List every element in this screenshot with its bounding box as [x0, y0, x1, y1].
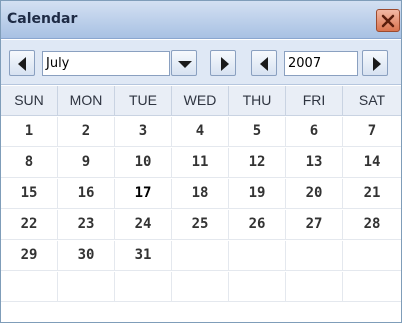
day-cell-19[interactable]: 19	[229, 179, 286, 208]
day-cell-26[interactable]: 26	[229, 210, 286, 239]
day-cell-22[interactable]: 22	[1, 210, 58, 239]
day-cell-24[interactable]: 24	[115, 210, 172, 239]
weekday-label-sun: SUN	[1, 86, 58, 115]
week-row	[1, 117, 401, 147]
triangle-down-icon	[172, 51, 198, 77]
empty-day-cell	[343, 241, 401, 270]
week-row	[1, 148, 401, 178]
day-cell-21[interactable]: 21	[363, 185, 381, 201]
navigation-bar	[1, 40, 401, 85]
day-cell-28[interactable]: 28	[363, 216, 381, 232]
day-cell-2[interactable]: 2	[58, 117, 115, 146]
weekday-label-mon: MON	[58, 86, 115, 115]
day-cell-25[interactable]: 25	[172, 210, 229, 239]
day-cell-27[interactable]: 27	[286, 210, 343, 239]
day-cell-9[interactable]: 9	[58, 148, 115, 177]
empty-day-cell	[172, 241, 229, 270]
day-cell-12[interactable]: 12	[229, 148, 286, 177]
empty-day-cell	[172, 272, 229, 301]
day-cell-10[interactable]: 10	[115, 148, 172, 177]
week-row	[1, 272, 401, 302]
weekday-label-thu: THU	[229, 86, 286, 115]
title-bar[interactable]	[1, 1, 401, 39]
day-cell-3[interactable]: 3	[115, 117, 172, 146]
day-cell-5[interactable]: 5	[229, 117, 286, 146]
year-input[interactable]: 2007	[284, 51, 358, 76]
empty-day-cell	[229, 241, 286, 270]
empty-day-cell	[286, 272, 343, 301]
day-cell-20[interactable]: 20	[286, 179, 343, 208]
close-button[interactable]	[376, 9, 400, 32]
day-cell-11[interactable]: 11	[172, 148, 229, 177]
day-cell-23[interactable]: 23	[58, 210, 115, 239]
day-cell-16[interactable]: 16	[58, 179, 115, 208]
weekday-label-sat: SAT	[358, 92, 386, 108]
empty-day-cell	[115, 272, 172, 301]
day-cell-15[interactable]: 15	[1, 179, 58, 208]
day-cell-8[interactable]: 8	[1, 148, 58, 177]
next-month-button[interactable]	[210, 50, 236, 76]
day-cell-18[interactable]: 18	[172, 179, 229, 208]
empty-day-cell	[1, 272, 58, 301]
calendar-grid	[1, 86, 401, 322]
day-cell-14[interactable]: 14	[363, 154, 381, 170]
month-dropdown-button[interactable]	[171, 50, 197, 76]
weekday-header-row	[1, 86, 401, 116]
month-select[interactable]: July	[42, 51, 170, 76]
prev-month-button[interactable]	[9, 50, 35, 76]
triangle-right-icon	[363, 51, 389, 77]
day-cell-6[interactable]: 6	[286, 117, 343, 146]
day-cell-29[interactable]: 29	[1, 241, 58, 270]
week-row	[1, 210, 401, 240]
day-cell-7[interactable]: 7	[367, 123, 377, 139]
weekday-label-tue: TUE	[115, 86, 172, 115]
day-cell-13[interactable]: 13	[286, 148, 343, 177]
day-cell-4[interactable]: 4	[172, 117, 229, 146]
triangle-left-icon	[10, 51, 36, 77]
week-row	[1, 179, 401, 209]
week-row	[1, 241, 401, 271]
window-title: Calendar	[7, 11, 78, 27]
next-year-button[interactable]	[362, 50, 388, 76]
day-cell-31[interactable]: 31	[115, 241, 172, 270]
close-x-icon	[380, 13, 396, 29]
empty-day-cell	[58, 272, 115, 301]
weekday-label-fri: FRI	[286, 86, 343, 115]
prev-year-button[interactable]	[251, 50, 277, 76]
triangle-left-icon	[252, 51, 278, 77]
triangle-right-icon	[211, 51, 237, 77]
day-cell-30[interactable]: 30	[58, 241, 115, 270]
empty-day-cell	[229, 272, 286, 301]
empty-day-cell	[286, 241, 343, 270]
day-cell-17[interactable]: 17	[115, 179, 172, 208]
weekday-label-wed: WED	[172, 86, 229, 115]
empty-day-cell	[343, 272, 401, 301]
day-cell-1[interactable]: 1	[1, 117, 58, 146]
